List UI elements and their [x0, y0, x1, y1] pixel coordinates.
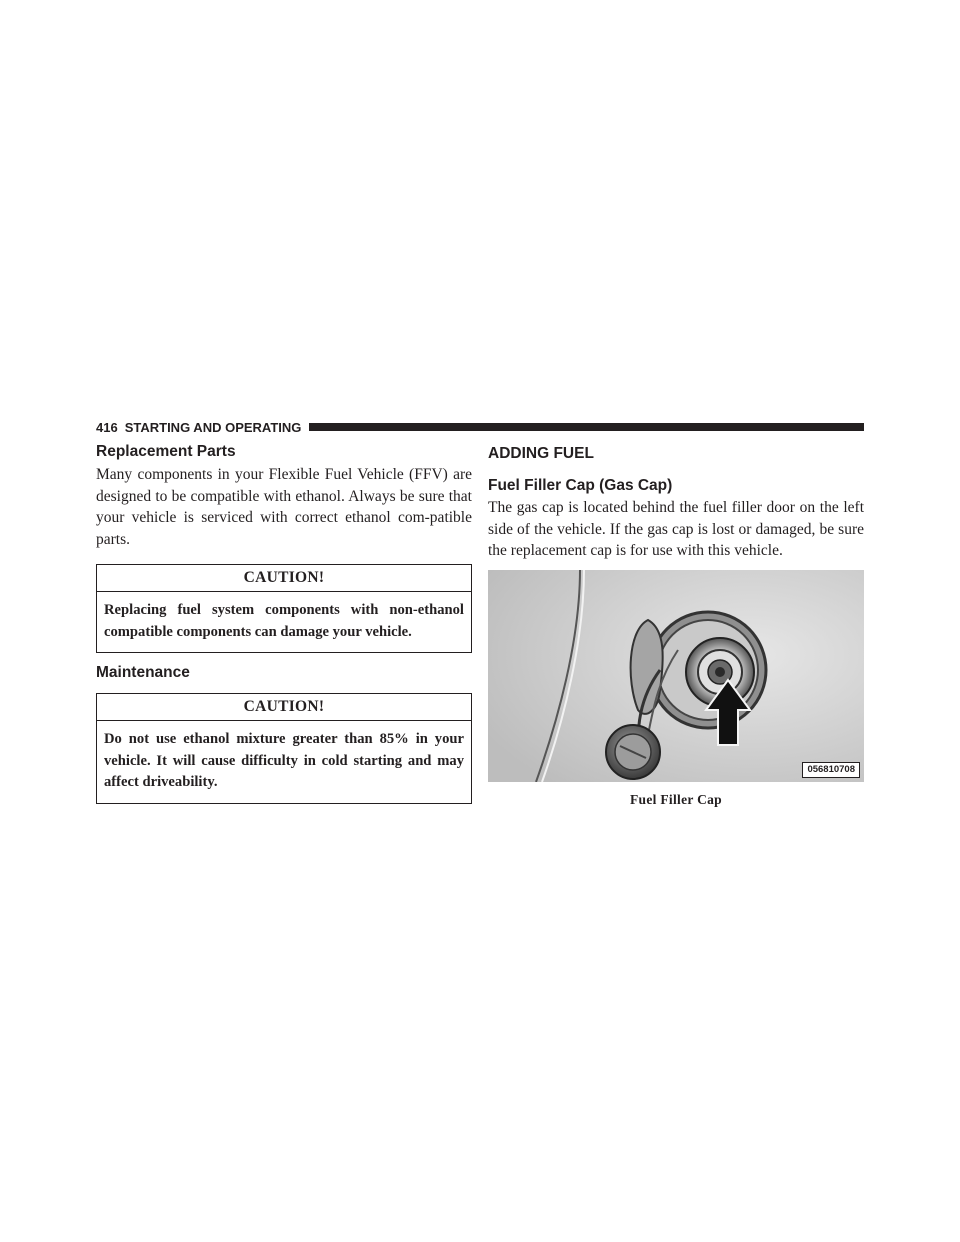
right-column [488, 442, 864, 808]
caution-text: Do not use ethanol mixture greater than 85% in your vehicle. It will cause difficulty in cold starting and may affect driveability. [104, 731, 464, 790]
figure-code: 056810708 [802, 762, 860, 778]
maintenance-heading: Maintenance [96, 664, 190, 681]
gas-cap-text: The gas cap is located behind the fuel filler door on the left side of the vehicle. If the gas cap is lost or damaged, be sure the replacement cap is for use with this vehicle. [488, 499, 864, 559]
replacement-parts-heading: Replacement Parts [96, 443, 236, 460]
page-number: 416 [96, 419, 118, 435]
caution-box-ethanol-components [96, 564, 472, 653]
fuel-filler-cap-figure [488, 570, 864, 782]
figure-caption: Fuel Filler Cap [630, 791, 722, 807]
left-column [96, 442, 472, 804]
gas-cap-heading: Fuel Filler Cap (Gas Cap) [488, 477, 673, 494]
caution-title: CAUTION! [97, 565, 471, 592]
adding-fuel-heading: ADDING FUEL [488, 445, 594, 462]
caution-box-ethanol-mixture [96, 693, 472, 804]
replacement-parts-text: Many components in your Flexible Fuel Vehicle (FFV) are designed to be compatible with ethanol. Always be sure that your vehicle is serviced with correct ethanol com-patible parts. [96, 466, 472, 548]
caution-title: CAUTION! [97, 694, 471, 721]
header-rule [309, 423, 864, 431]
section-title: STARTING AND OPERATING [124, 419, 302, 435]
fuel-filler-cap-illustration [488, 570, 864, 782]
running-header [96, 419, 864, 435]
caution-text: Replacing fuel system components with non-ethanol compatible components can damage your vehicle. [104, 602, 464, 640]
